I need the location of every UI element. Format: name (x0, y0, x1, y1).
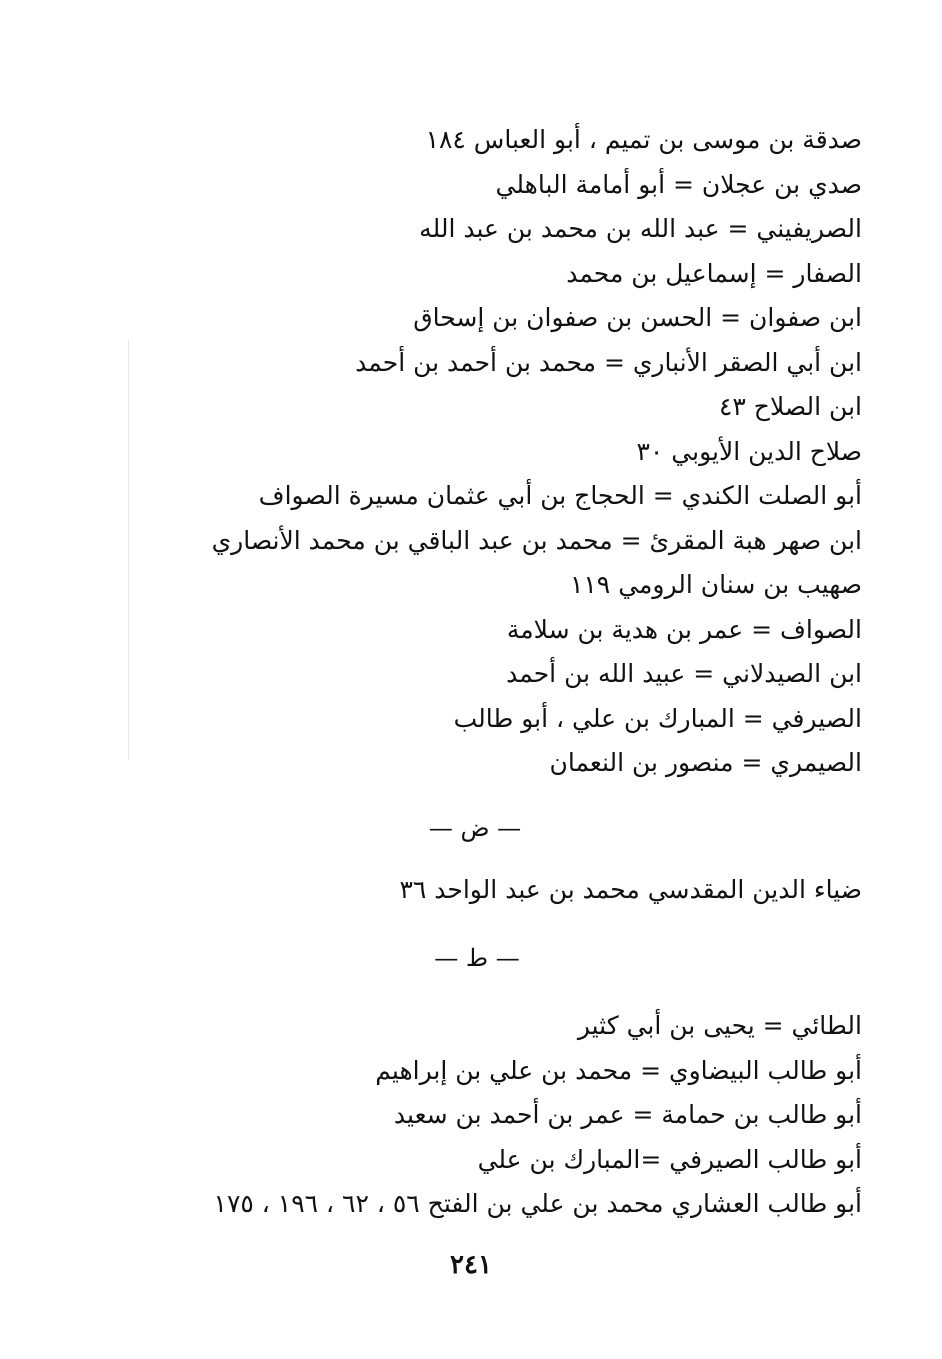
index-entry: ابن الصلاح ٤٣ (719, 392, 862, 421)
index-entry: صدي بن عجلان = أبو أمامة الباهلي (495, 169, 862, 199)
index-entry: أبو طالب البيضاوي = محمد بن علي بن إبراهيم (375, 1055, 862, 1085)
index-entry: أبو طالب بن حمامة = عمر بن أحمد بن سعيد (393, 1100, 862, 1129)
index-entry: ضياء الدين المقدسي محمد بن عبد الواحد ٣٦ (399, 875, 862, 904)
page-number: ٢٤١ (450, 1250, 492, 1280)
index-entry: أبو طالب العشاري محمد بن علي بن الفتح ٥٦ ، ٦٢ ، ١٩٦ ، ١٧٥ (213, 1189, 862, 1218)
index-entry: ابن الصيدلاني = عبيد الله بن أحمد (506, 659, 862, 688)
entries-sad-list (162, 118, 862, 786)
index-entry: ابن أبي الصقر الأنباري = محمد بن أحمد بن أحمد (355, 347, 862, 377)
index-entry: ابن صفوان = الحسن بن صفوان بن إسحاق (413, 303, 862, 332)
entries-dad-list (162, 868, 862, 913)
entries-ta-list (142, 1004, 862, 1227)
index-entry: الصريفيني = عبد الله بن محمد بن عبد الله (419, 214, 862, 243)
index-entry: أبو طالب الصيرفي =المبارك بن علي (477, 1144, 862, 1174)
scan-margin-line (128, 340, 129, 760)
index-entry: صهيب بن سنان الرومي ١١٩ (569, 570, 862, 599)
index-entry: صلاح الدين الأيوبي ٣٠ (636, 436, 862, 466)
index-entry: أبو الصلت الكندي = الحجاج بن أبي عثمان مسيرة الصواف (258, 481, 862, 510)
index-entry: الصواف = عمر بن هدية بن سلامة (506, 614, 862, 644)
index-entry: الطائي = يحيى بن أبي كثير (577, 1011, 862, 1040)
section-heading-dad: — ض — (428, 814, 522, 842)
index-entry: الصيرفي = المبارك بن علي ، أبو طالب (453, 703, 862, 733)
index-entry: الصفار = إسماعيل بن محمد (566, 258, 862, 288)
index-entry: صدقة بن موسى بن تميم ، أبو العباس ١٨٤ (425, 125, 862, 154)
section-heading-ta: — ط — (434, 944, 520, 972)
index-entry: الصيمري = منصور بن النعمان (549, 748, 862, 777)
index-entry: ابن صهر هبة المقرئ = محمد بن عبد الباقي بن محمد الأنصاري (211, 525, 862, 555)
